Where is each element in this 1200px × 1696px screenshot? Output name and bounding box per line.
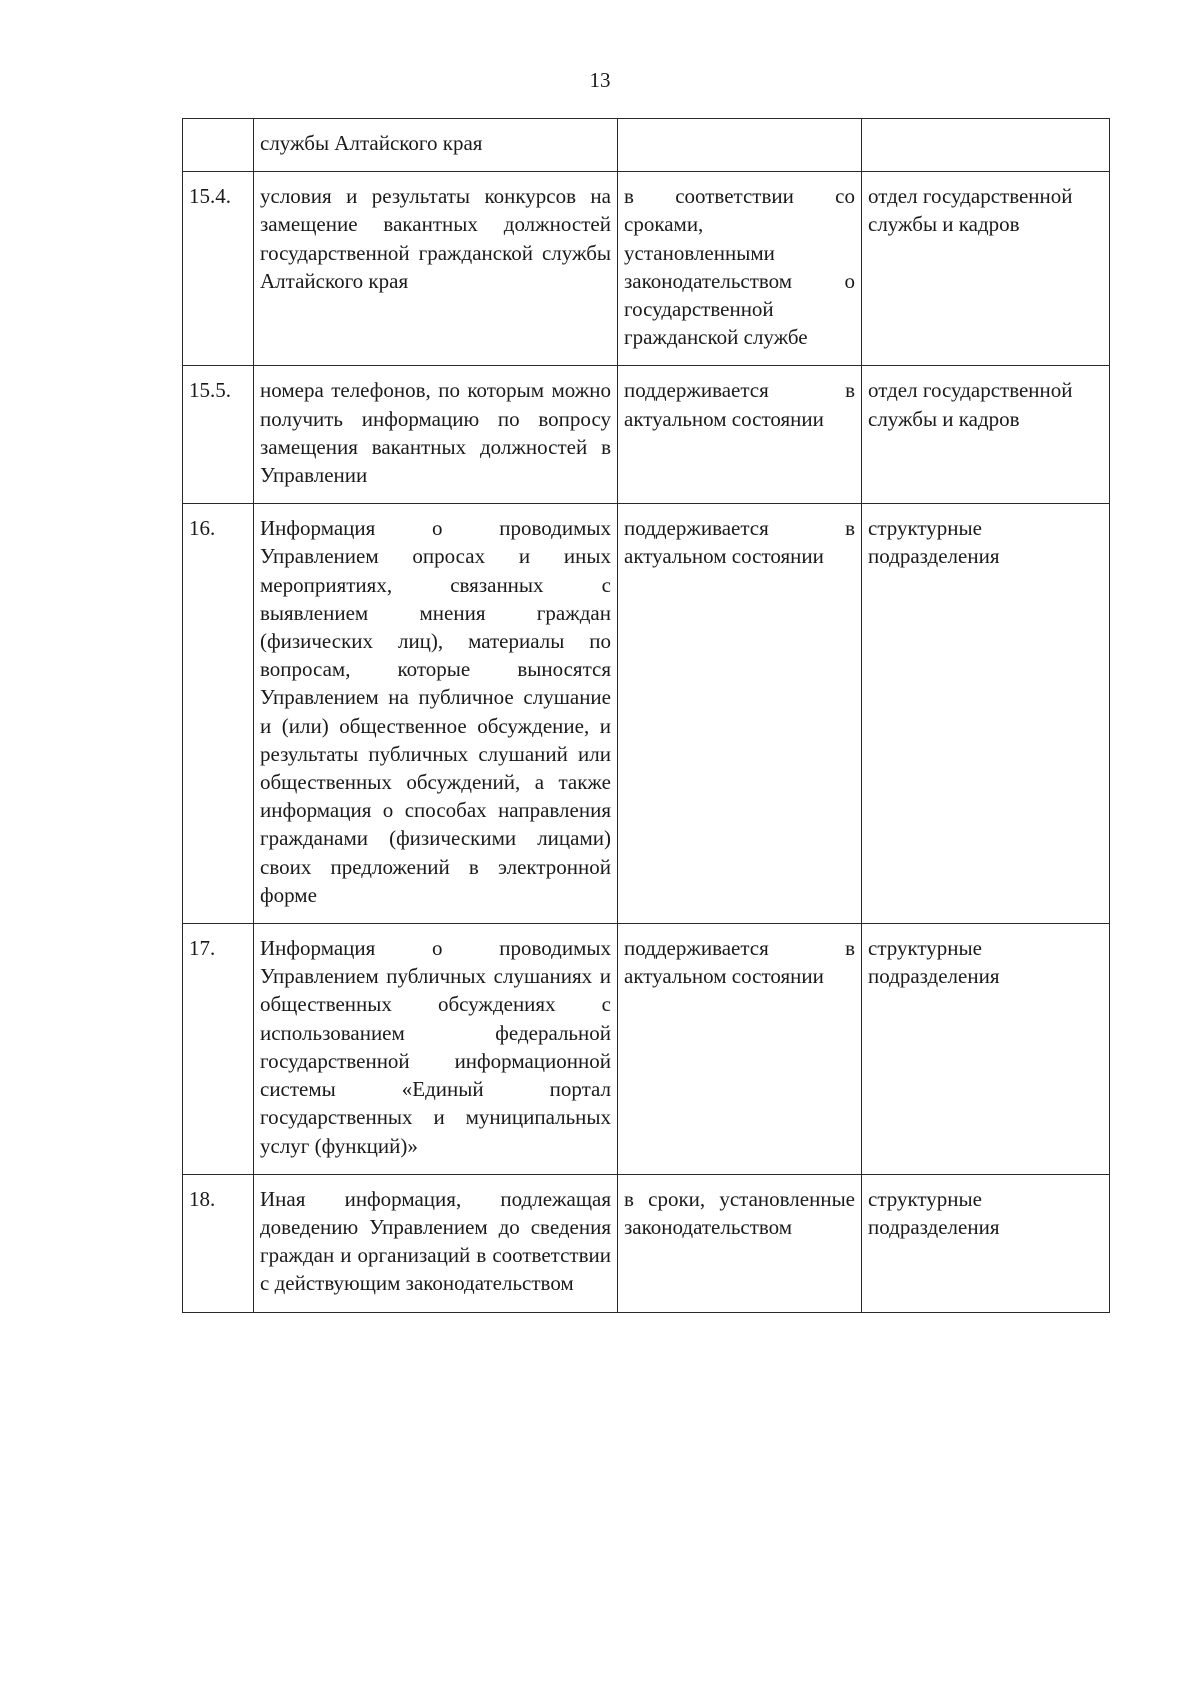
page-number: 13 xyxy=(589,68,611,92)
responsible-cell xyxy=(862,119,1110,172)
term-cell xyxy=(618,119,862,172)
responsible-cell: структурные подразделения xyxy=(862,1174,1110,1312)
term-cell: в соответствии со сроками, установленными законодательством о государственной гражданской службе xyxy=(618,172,862,366)
info-cell: условия и результаты конкурсов на замещение вакантных должностей государственной гражданской службы Алтайского края xyxy=(254,172,618,366)
row-number: 15.5. xyxy=(183,366,254,504)
table-row xyxy=(183,119,1110,172)
responsible-cell: отдел государственной службы и кадров xyxy=(862,366,1110,504)
row-number xyxy=(183,119,254,172)
document-table xyxy=(182,118,1110,1313)
info-cell: номера телефонов, по которым можно получить информацию по вопросу замещения вакантных должностей в Управлении xyxy=(254,366,618,504)
table-row xyxy=(183,1174,1110,1312)
info-cell: Иная информация, подлежащая доведению Управлением до сведения граждан и организаций в соответствии с действующим законодательством xyxy=(254,1174,618,1312)
info-cell: службы Алтайского края xyxy=(254,119,618,172)
row-number: 18. xyxy=(183,1174,254,1312)
info-cell: Информация о проводимых Управлением публичных слушаниях и общественных обсуждениях с использованием федеральной государственной информационной системы «Единый портал государственных и муниципальных услуг (функций)» xyxy=(254,924,618,1175)
table-row xyxy=(183,504,1110,924)
term-cell: поддерживается в актуальном состоянии xyxy=(618,366,862,504)
term-cell: в сроки, установленные законодательством xyxy=(618,1174,862,1312)
info-cell: Информация о проводимых Управлением опросах и иных мероприятиях, связанных с выявлением мнения граждан (физических лиц), материалы по вопросам, которые выносятся Управлением на публичное слушание и (или) общественное обсуждение, и результаты публичных слушаний или общественных обсуждений, а также информация о способах направления гражданами (физическими лицами) своих предложений в электронной форме xyxy=(254,504,618,924)
row-number: 17. xyxy=(183,924,254,1175)
row-number: 16. xyxy=(183,504,254,924)
responsible-cell: структурные подразделения xyxy=(862,924,1110,1175)
responsible-cell: структурные подразделения xyxy=(862,504,1110,924)
row-number: 15.4. xyxy=(183,172,254,366)
term-cell: поддерживается в актуальном состоянии xyxy=(618,924,862,1175)
responsible-cell: отдел государственной службы и кадров xyxy=(862,172,1110,366)
term-cell: поддерживается в актуальном состоянии xyxy=(618,504,862,924)
table-row xyxy=(183,366,1110,504)
table-row xyxy=(183,924,1110,1175)
table-row xyxy=(183,172,1110,366)
